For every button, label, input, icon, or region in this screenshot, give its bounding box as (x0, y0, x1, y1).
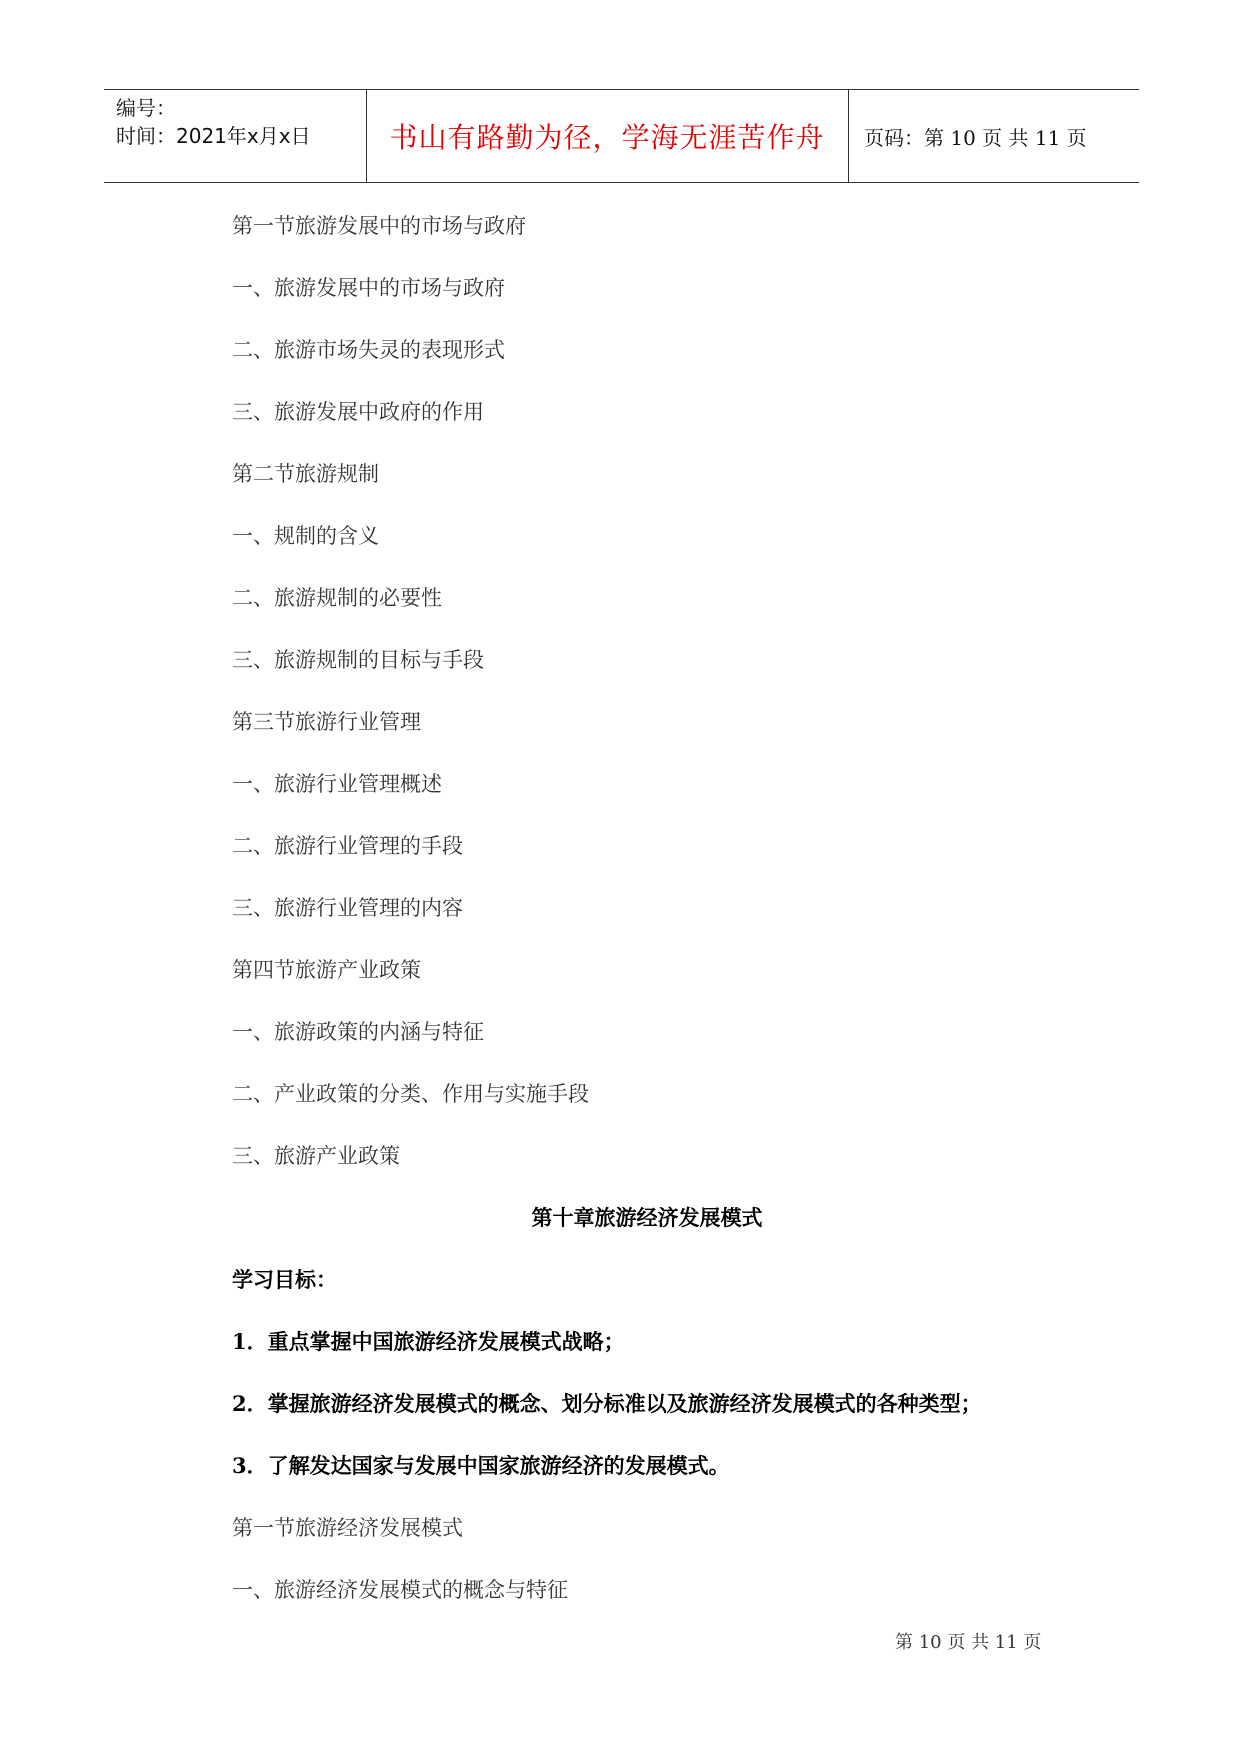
chapter-title: 第十章旅游经济发展模式 (531, 1205, 763, 1230)
header-divider-right (848, 90, 849, 182)
list-item: 二、产业政策的分类、作用与实施手段 (232, 1082, 589, 1106)
list-item: 三、旅游规制的目标与手段 (232, 648, 484, 672)
list-item: 三、旅游产业政策 (232, 1144, 400, 1168)
list-item: 三、旅游发展中政府的作用 (232, 400, 484, 424)
document-body (232, 206, 1062, 1632)
list-item: 三、旅游行业管理的内容 (232, 896, 463, 920)
section-heading: 第三节旅游行业管理 (232, 710, 421, 734)
page-footer: 第 10 页 共 11 页 (895, 1632, 1042, 1653)
objective-item: 1．重点掌握中国旅游经济发展模式战略； (232, 1329, 625, 1354)
section-heading: 第四节旅游产业政策 (232, 958, 421, 982)
list-item: 二、旅游市场失灵的表现形式 (232, 338, 505, 362)
list-item: 一、旅游政策的内涵与特征 (232, 1020, 484, 1044)
header-motto: 书山有路勤为径，学海无涯苦作舟 (389, 121, 825, 154)
list-item: 二、旅游规制的必要性 (232, 586, 442, 610)
list-item: 二、旅游行业管理的手段 (232, 834, 463, 858)
list-item: 一、旅游经济发展模式的概念与特征 (232, 1578, 568, 1602)
objective-item: 3．了解发达国家与发展中国家旅游经济的发展模式。 (232, 1453, 730, 1478)
page-header (104, 89, 1139, 183)
list-item: 一、旅游发展中的市场与政府 (232, 276, 505, 300)
list-item: 一、旅游行业管理概述 (232, 772, 442, 796)
number-label: 编号： (116, 96, 176, 120)
section-heading: 第一节旅游经济发展模式 (232, 1516, 463, 1540)
objective-item: 2．掌握旅游经济发展模式的概念、划分标准以及旅游经济发展模式的各种类型； (232, 1391, 982, 1416)
objectives-heading: 学习目标： (232, 1267, 337, 1292)
section-heading: 第一节旅游发展中的市场与政府 (232, 214, 526, 238)
header-meta (116, 94, 311, 150)
list-item: 一、规制的含义 (232, 524, 379, 548)
header-page-code: 页码：第 10 页 共 11 页 (864, 125, 1087, 150)
section-heading: 第二节旅游规制 (232, 462, 379, 486)
time-label: 时间：2021年x月x日 (116, 124, 311, 148)
